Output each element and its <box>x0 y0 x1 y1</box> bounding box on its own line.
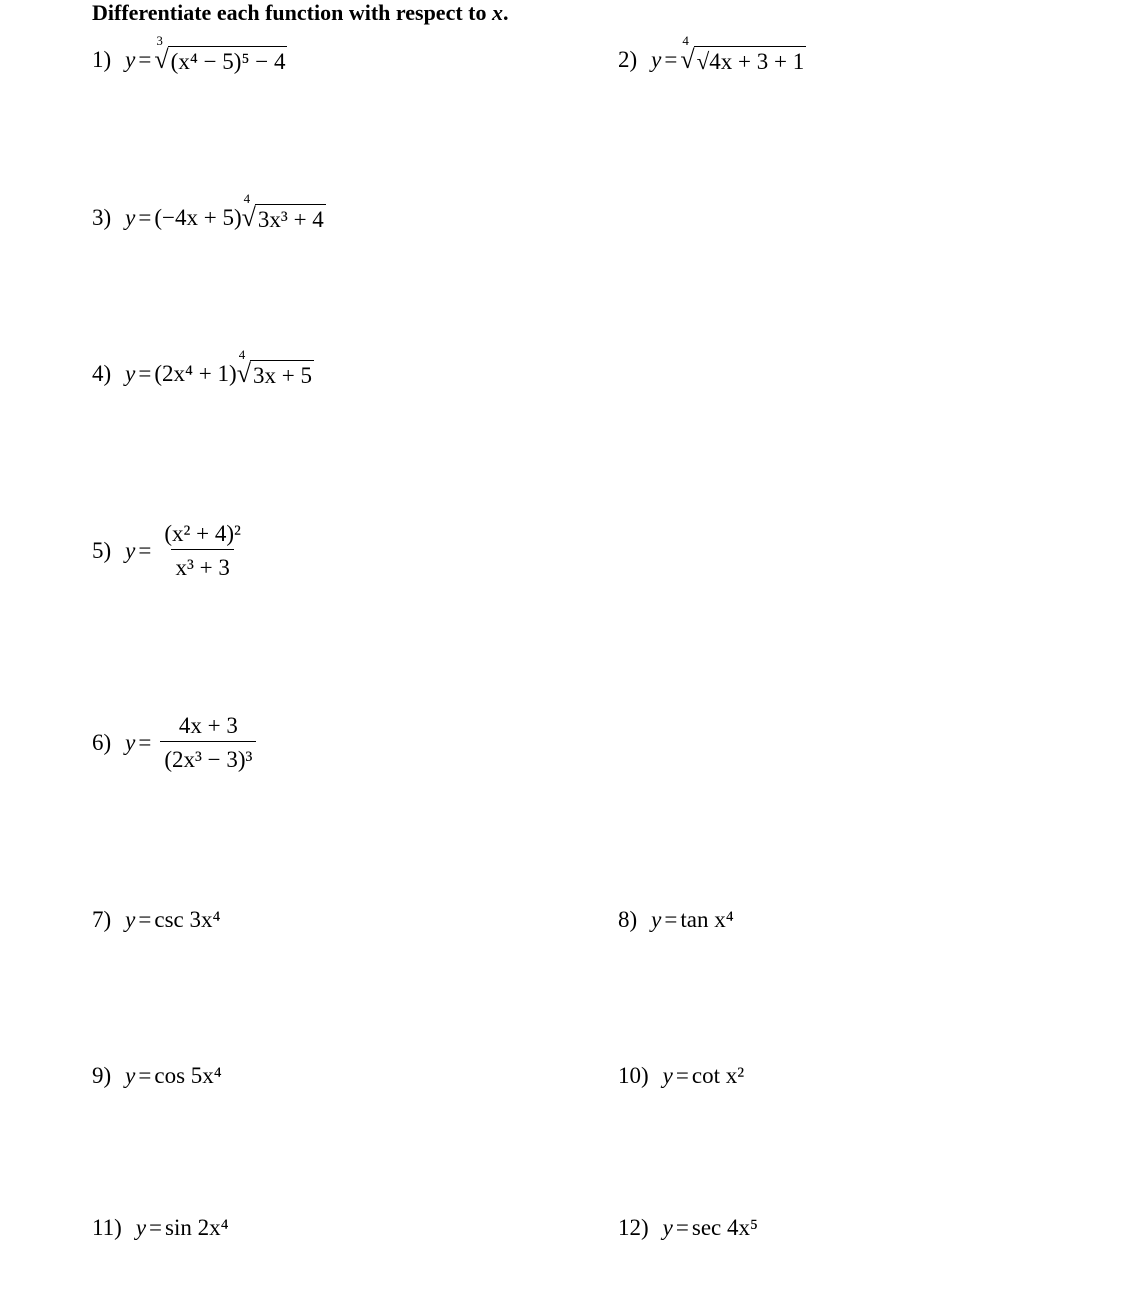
equals-sign: = <box>664 907 678 932</box>
fraction <box>160 714 256 771</box>
denominator: x³ + 3 <box>171 549 233 579</box>
fourth-root <box>236 347 314 388</box>
problem-11 <box>92 1216 229 1239</box>
dependent-variable: y <box>662 1063 673 1088</box>
numerator: (x² + 4)² <box>164 521 241 546</box>
problem-5 <box>92 522 245 579</box>
fraction <box>160 522 245 579</box>
problem-number: 10) <box>618 1063 649 1088</box>
problem-number: 7) <box>92 907 112 932</box>
fourth-root <box>680 33 806 74</box>
problem-8 <box>618 908 734 931</box>
function-expression: sin 2x⁴ <box>165 1215 229 1240</box>
radical-icon: √ <box>154 45 169 74</box>
instructions-text: Differentiate each function with respect to <box>92 0 487 25</box>
problem-9 <box>92 1064 222 1087</box>
equals-sign: = <box>138 907 152 932</box>
function-expression: csc 3x⁴ <box>154 907 221 932</box>
problem-number: 1) <box>92 47 112 72</box>
radicand: (x⁴ − 5)⁵ − 4 <box>168 46 288 73</box>
root-index: 4 <box>682 33 689 48</box>
cube-root <box>154 33 287 74</box>
equals-sign: = <box>138 538 152 563</box>
denominator: (2x³ − 3)³ <box>160 741 256 771</box>
problem-number: 9) <box>92 1063 112 1088</box>
problem-3 <box>92 191 326 232</box>
dependent-variable: y <box>125 730 136 755</box>
equals-sign: = <box>675 1215 689 1240</box>
problem-12 <box>618 1216 758 1239</box>
instructions-period: . <box>503 0 509 25</box>
problem-6 <box>92 714 256 771</box>
problem-4 <box>92 347 314 388</box>
radicand: 3x³ + 4 <box>255 204 326 231</box>
equals-sign: = <box>664 47 678 72</box>
problem-number: 12) <box>618 1215 649 1240</box>
dependent-variable: y <box>125 47 136 72</box>
dependent-variable: y <box>125 907 136 932</box>
problem-number: 3) <box>92 205 112 230</box>
dependent-variable: y <box>125 1063 136 1088</box>
radical-icon: √ <box>680 45 695 74</box>
equals-sign: = <box>138 361 152 386</box>
problem-10 <box>618 1064 744 1087</box>
problem-number: 2) <box>618 47 638 72</box>
dependent-variable: y <box>651 907 662 932</box>
problem-number: 8) <box>618 907 638 932</box>
function-expression: tan x⁴ <box>680 907 734 932</box>
fourth-root <box>241 191 326 232</box>
problem-2 <box>618 33 806 74</box>
dependent-variable: y <box>125 361 136 386</box>
polynomial-factor: (2x⁴ + 1) <box>154 361 237 386</box>
problem-number: 5) <box>92 538 112 563</box>
equals-sign: = <box>138 205 152 230</box>
function-expression: cot x² <box>691 1063 745 1088</box>
radical-icon: √ <box>241 203 256 232</box>
equals-sign: = <box>138 47 152 72</box>
equals-sign: = <box>675 1063 689 1088</box>
radical-icon: √ <box>236 359 251 388</box>
root-index: 4 <box>238 347 246 362</box>
instructions-heading <box>92 0 509 26</box>
numerator: 4x + 3 <box>178 713 238 738</box>
linear-factor: (−4x + 5) <box>154 205 242 230</box>
dependent-variable: y <box>651 47 662 72</box>
dependent-variable: y <box>135 1215 147 1240</box>
equals-sign: = <box>138 1063 152 1088</box>
function-expression: cos 5x⁴ <box>154 1063 222 1088</box>
root-index: 3 <box>156 33 163 48</box>
dependent-variable: y <box>662 1215 673 1240</box>
root-index: 4 <box>243 191 251 206</box>
instructions-variable: x <box>492 0 503 25</box>
problem-number: 4) <box>92 361 112 386</box>
dependent-variable: y <box>125 538 136 563</box>
problem-1 <box>92 33 287 74</box>
function-expression: sec 4x⁵ <box>691 1215 759 1240</box>
dependent-variable: y <box>125 205 136 230</box>
problem-number: 6) <box>92 730 112 755</box>
problem-number: 11) <box>92 1215 122 1240</box>
equals-sign: = <box>138 730 152 755</box>
problem-7 <box>92 908 221 931</box>
equals-sign: = <box>149 1215 163 1240</box>
radicand: √4x + 3 + 1 <box>694 46 807 73</box>
radicand: 3x + 5 <box>250 360 314 387</box>
